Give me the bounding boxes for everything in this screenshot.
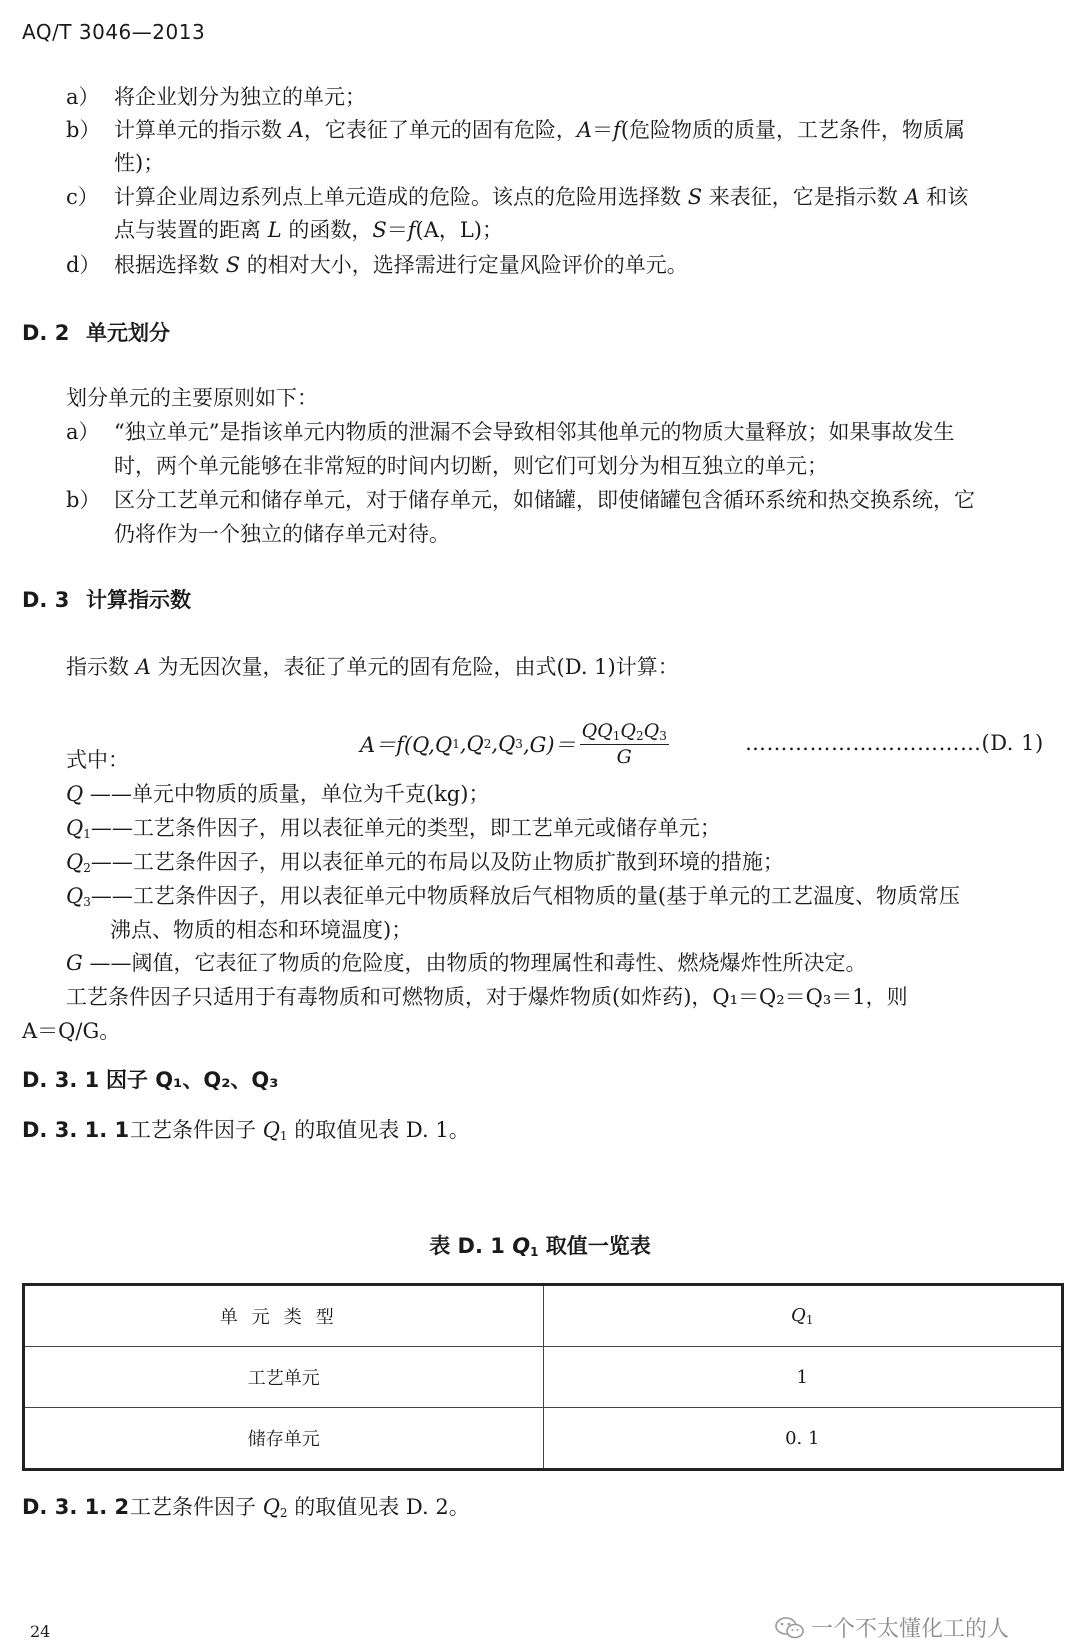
t: Q xyxy=(620,720,636,742)
section-number: D. 3 xyxy=(22,588,70,612)
t: 取值一览表 xyxy=(538,1234,651,1258)
symbol: Q xyxy=(262,1495,280,1519)
where-label: 式中： xyxy=(66,748,129,772)
var-s: S xyxy=(687,185,703,209)
text: 区分工艺单元和储存单元，对于储存单元，如储罐，即使储罐包含循环系统和热交换系统，它 xyxy=(114,488,975,512)
sub: 3 xyxy=(83,895,91,909)
symbol: Q xyxy=(66,816,84,840)
sub: 2 xyxy=(635,729,644,743)
t: QQ xyxy=(581,720,613,742)
sub: 3 xyxy=(515,737,523,751)
cell-type: 工艺单元 xyxy=(24,1347,544,1408)
section-heading-d31 xyxy=(22,1064,278,1094)
sub: 1 xyxy=(805,1313,814,1327)
section-heading-d2 xyxy=(22,317,170,347)
text: 工艺条件因子 xyxy=(130,1495,263,1519)
sub: 1 xyxy=(612,729,621,743)
eq-part: ,Q xyxy=(491,732,516,756)
section-title: 单元划分 xyxy=(86,321,170,345)
list-item-b xyxy=(66,114,965,144)
var-a: A xyxy=(288,118,304,142)
paragraph: 划分单元的主要原则如下： xyxy=(66,386,318,410)
list-item-b xyxy=(66,484,975,514)
sub: 1 xyxy=(279,1129,288,1143)
text: “独立单元”是指该单元内物质的泄漏不会导致相邻其他单元的物质大量释放；如果事故发生 xyxy=(114,420,955,444)
list-item-a xyxy=(66,81,366,111)
list-item-c xyxy=(66,181,968,211)
text: 为无因次量，表征了单元的固有危险，由式(D. 1)计算： xyxy=(150,655,679,679)
clause-d311 xyxy=(22,1114,470,1144)
equation-d1 xyxy=(360,720,669,768)
list-text: 将企业划分为独立的单元； xyxy=(114,85,366,109)
symbol: Q xyxy=(791,1305,806,1326)
fraction xyxy=(580,720,669,768)
text: ，它表征了单元的固有危险， xyxy=(303,118,577,142)
symbol: Q xyxy=(66,884,84,908)
symbol: Q xyxy=(66,850,84,874)
definition-q3 xyxy=(66,880,960,910)
sub: 2 xyxy=(483,737,492,751)
definition-q3-cont: 沸点、物质的相态和环境温度)； xyxy=(110,918,413,942)
col-header-q1 xyxy=(543,1285,1063,1347)
sub: 1 xyxy=(83,827,91,841)
var-s: S xyxy=(372,218,387,242)
text: 点与装置的距离 xyxy=(114,218,268,242)
note-line2: A＝Q/G。 xyxy=(22,1019,121,1043)
list-marker: b） xyxy=(66,118,101,142)
definition-q xyxy=(66,778,489,808)
symbol: Q xyxy=(66,782,84,806)
text: ＝ xyxy=(386,218,408,242)
text: (危险物质的质量，工艺条件，物质属 xyxy=(620,118,966,142)
list-item-b-cont: 仍将作为一个独立的储存单元对待。 xyxy=(114,522,450,546)
text: ＝ xyxy=(592,118,614,142)
list-item-a-cont: 时，两个单元能够在非常短的时间内切断，则它们可划分为相互独立的单元； xyxy=(114,454,828,478)
sub: 1 xyxy=(530,1245,539,1259)
var-a: A xyxy=(904,185,920,209)
symbol: Q xyxy=(512,1234,531,1258)
wechat-icon xyxy=(775,1616,805,1640)
text: 计算企业周边系列点上单元造成的危险。该点的危险用选择数 xyxy=(114,185,688,209)
text: (A，L)； xyxy=(415,218,503,242)
text: ——工艺条件因子，用以表征单元的布局以及防止物质扩散到环境的措施； xyxy=(90,850,784,874)
table-caption xyxy=(0,1230,1080,1260)
clause-number: D. 3. 1. 1 xyxy=(22,1118,130,1142)
col-header-unit-type: 单元类型 xyxy=(24,1285,544,1347)
text: ——工艺条件因子，用以表征单元的类型，即工艺单元或储存单元； xyxy=(90,816,721,840)
definition-q1 xyxy=(66,812,721,842)
list-marker: d） xyxy=(66,253,101,277)
definition-q2 xyxy=(66,846,784,876)
note-line1: 工艺条件因子只适用于有毒物质和可燃物质，对于爆炸物质(如炸药)，Q₁＝Q₂＝Q₃＝1，则 xyxy=(66,985,908,1009)
t: 表 D. 1 xyxy=(429,1234,513,1258)
text: 工艺条件因子 xyxy=(130,1118,263,1142)
text: ——单元中物质的质量，单位为千克(kg)； xyxy=(83,782,490,806)
var-a: A xyxy=(135,655,151,679)
denominator: G xyxy=(616,746,632,768)
eq-part: ,G)＝ xyxy=(522,733,576,757)
clause-d312 xyxy=(22,1491,470,1521)
text: 计算单元的指示数 xyxy=(114,118,289,142)
definition-g xyxy=(66,947,866,977)
section-heading-d3 xyxy=(22,584,191,614)
page-number: 24 xyxy=(30,1622,51,1641)
watermark-text: 一个不太懂化工的人 xyxy=(811,1617,1010,1642)
sub: 1 xyxy=(452,737,460,751)
text: 的相对大小，选择需进行定量风险评价的单元。 xyxy=(240,253,688,277)
text: 的取值见表 D. 1。 xyxy=(287,1118,470,1142)
text: 的函数， xyxy=(281,218,373,242)
eq-lhs: A＝f(Q,Q xyxy=(360,733,453,757)
section-number: D. 3. 1 xyxy=(22,1068,100,1092)
var-s: S xyxy=(225,253,241,277)
symbol: G xyxy=(66,951,83,975)
table-d1 xyxy=(22,1283,1064,1471)
text: 来表征，它是指示数 xyxy=(702,185,905,209)
text: ——阈值，它表征了物质的危险度，由物质的物理属性和毒性、燃烧爆炸性所决定。 xyxy=(82,951,867,975)
table-row xyxy=(24,1347,1063,1408)
table-header-row xyxy=(24,1285,1063,1347)
text: 和该 xyxy=(919,185,969,209)
cell-value: 1 xyxy=(543,1347,1063,1408)
section-title: 因子 Q₁、Q₂、Q₃ xyxy=(106,1068,279,1092)
list-marker: a） xyxy=(66,420,100,444)
text: ——工艺条件因子，用以表征单元中物质释放后气相物质的量(基于单元的工艺温度、物质常压 xyxy=(90,884,961,908)
paragraph xyxy=(66,651,679,681)
var-l: L xyxy=(267,218,282,242)
numerator xyxy=(580,720,669,745)
var-f: f xyxy=(613,118,621,142)
list-marker: c） xyxy=(66,185,99,209)
section-number: D. 2 xyxy=(22,321,70,345)
symbol: Q xyxy=(262,1118,280,1142)
t: Q xyxy=(643,720,660,742)
list-item-a xyxy=(66,416,954,446)
cell-value: 0. 1 xyxy=(543,1408,1063,1470)
equation-number: ……………………………(D. 1) xyxy=(745,731,1044,755)
sub: 2 xyxy=(279,1506,288,1520)
document-standard-number: AQ/T 3046—2013 xyxy=(22,20,206,44)
list-item-b-cont: 性)； xyxy=(114,151,165,175)
list-marker: a） xyxy=(66,85,100,109)
cell-type: 储存单元 xyxy=(24,1408,544,1470)
sub: 3 xyxy=(659,729,667,743)
table-row xyxy=(24,1408,1063,1470)
watermark xyxy=(775,1612,1009,1643)
list-item-d xyxy=(66,249,688,279)
var-a: A xyxy=(576,118,593,142)
section-title: 计算指示数 xyxy=(86,588,191,612)
eq-part: ,Q xyxy=(459,732,484,756)
clause-number: D. 3. 1. 2 xyxy=(22,1495,130,1519)
var-f: f xyxy=(407,218,416,242)
text: 指示数 xyxy=(66,655,136,679)
list-item-c-cont xyxy=(114,214,503,244)
text: 根据选择数 xyxy=(114,253,226,277)
sub: 2 xyxy=(83,861,91,875)
list-marker: b） xyxy=(66,488,101,512)
text: 的取值见表 D. 2。 xyxy=(287,1495,470,1519)
